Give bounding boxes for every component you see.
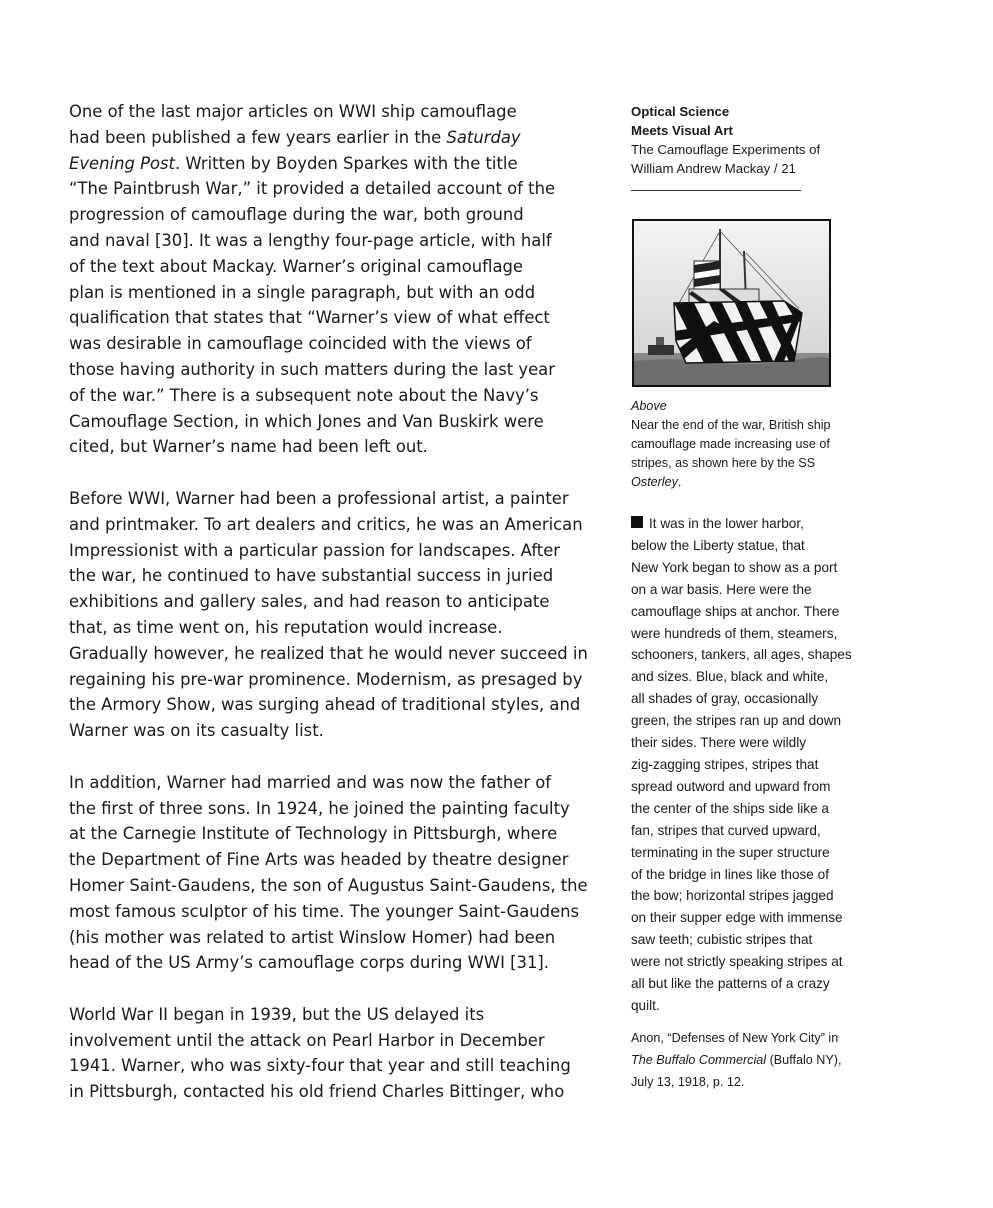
paragraph-1: One of the last major articles on WWI ship camouflage had been published a few years earlier in the Saturday Evening Post. Written by Boyden Sparkes with the title “The Paintbrush War,” it provided a detailed account of the progression of camouflage during the war, both ground and naval [30]. It was a lengthy four-page article, with half of the text about Mackay. Warner’s original camouflage plan is mentioned in a single paragraph, but with an odd qualification that states that “Warner’s view of what effect was desirable in camouflage coincided with the views of those having authority in such matters during the last year of the war.” There is a subsequent note about the Navy’s Camouflage Section, in which Jones and Van Buskirk were cited, but Warner’s name had been left out. <box>69 102 556 457</box>
publication-title: Saturday Evening Post <box>69 127 521 173</box>
header-title-line1: Optical Science <box>631 104 730 119</box>
quote-source: Anon, “Defenses of New York City” in The Buffalo Commercial (Buffalo NY), July 13, 1918, p. 12. <box>631 1031 842 1089</box>
header-divider <box>631 190 801 191</box>
dazzle-ship-image <box>634 221 829 385</box>
header-subtitle-line1: The Camouflage Experiments of <box>631 142 821 157</box>
paragraph-2: Before WWI, Warner had been a professional artist, a painter and printmaker. To art dealers and critics, he was an American Impressionist with a particular passion for landscapes. After the war, he continued to have substantial success in juried exhibitions and gallery sales, and had reason to anticipate that, as time went on, his reputation would increase. Gradually however, he realized that he would never succeed in regaining his pre-war prominence. Modernism, as presaged by the Armory Show, was surging ahead of traditional styles, and Warner was on its casualty list. <box>69 488 588 741</box>
header-subtitle-line2: William Andrew Mackay / 21 <box>631 161 796 176</box>
body-text <box>69 99 614 1105</box>
photo-caption <box>631 397 853 492</box>
paragraph-3: In addition, Warner had married and was now the father of the first of three sons. In 1924, he joined the painting faculty at the Carnegie Institute of Technology in Pittsburgh, where the Department of Fine Arts was headed by theatre designer Homer Saint-Gaudens, the son of Augustus Saint-Gaudens, the most famous sculptor of his time. The younger Saint-Gaudens (his mother was related to artist Winslow Homer) had been head of the US Army’s camouflage corps during WWI [31]. <box>69 772 588 973</box>
ship-photo <box>632 219 831 387</box>
caption-text: Near the end of the war, British ship camouflage made increasing use of stripes, as shown here by the SS Osterley. <box>631 418 831 489</box>
square-bullet-icon <box>631 516 643 528</box>
source-publication: The Buffalo Commercial <box>631 1053 767 1067</box>
running-header <box>631 102 853 178</box>
caption-label: Above <box>631 399 667 413</box>
pull-quote <box>631 513 853 1017</box>
header-title-line2: Meets Visual Art <box>631 123 733 138</box>
ship-name: Osterley <box>631 475 678 489</box>
paragraph-4: World War II began in 1939, but the US delayed its involvement until the attack on Pearl Harbor in December 1941. Warner, who was sixty-four that year and still teaching in Pittsburgh, contacted his old friend Charles Bittinger, who <box>69 1004 571 1102</box>
quote-text: It was in the lower harbor, below the Liberty statue, that New York began to show as a port on a war basis. Here were the camouflage ships at anchor. There were hundreds of them, steamers, schooners, tankers, all ages, shapes and sizes. Blue, black and white, all shades of gray, occasionally green, the stripes ran up and down their sides. There were wildly zig-zagging stripes, stripes that spread outword and upward from the center of the ships side like a fan, stripes that curved upward, terminating in the super structure of the bridge in lines like those of the bow; horizontal stripes jagged on their supper edge with immense saw teeth; cubistic stripes that were not strictly speaking stripes at all but like the patterns of a crazy quilt. <box>631 516 852 1013</box>
